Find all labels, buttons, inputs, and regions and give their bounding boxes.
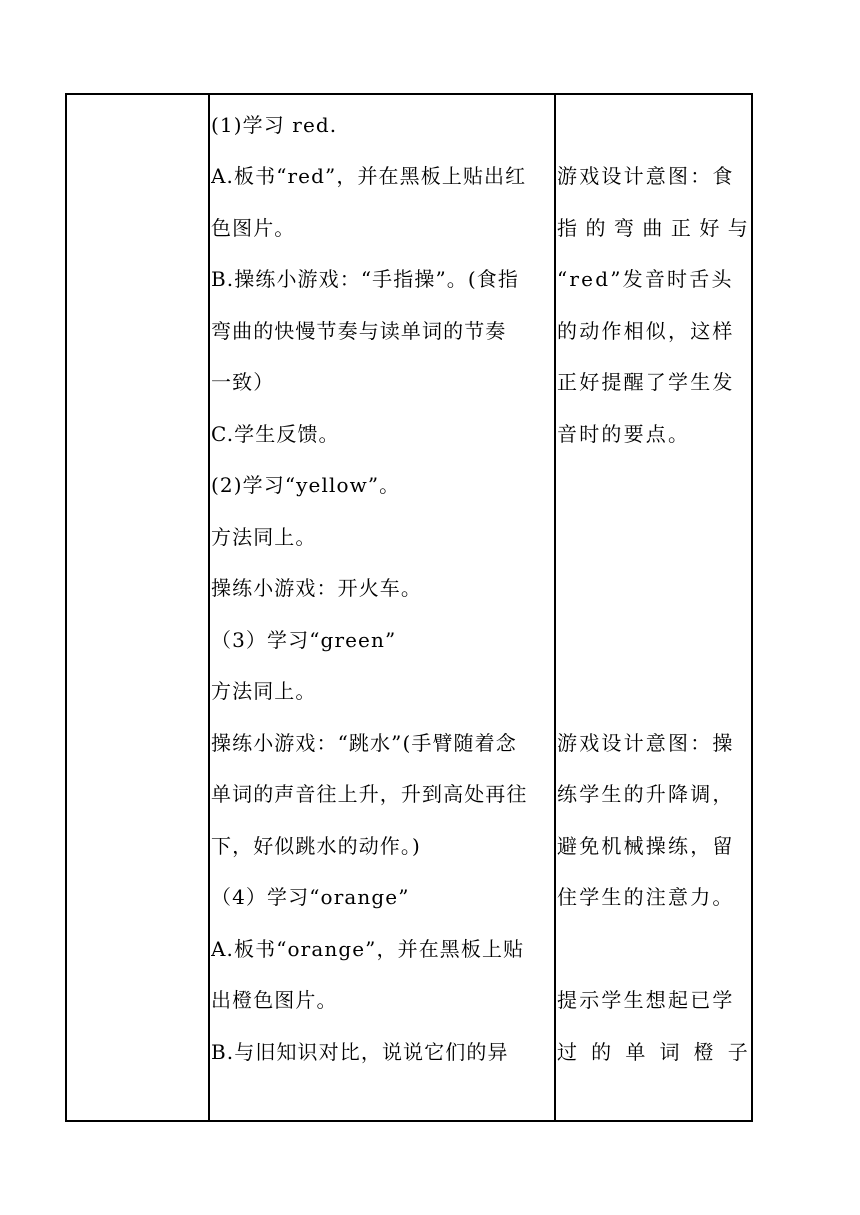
teaching-steps-column — [210, 95, 556, 1120]
intent-line: 音时的要点。 — [557, 422, 691, 446]
lesson-table — [65, 93, 753, 1122]
intent-line: 练学生的升降调， — [557, 782, 735, 806]
step-line: 单词的声音往上升，升到高处再往 — [211, 782, 528, 806]
step-line: 下，好似跳水的动作。) — [211, 834, 421, 858]
empty-left-column — [67, 95, 210, 1120]
step-line: 色图片。 — [211, 216, 296, 240]
step-line: 操练小游戏：开火车。 — [211, 576, 422, 600]
intent-line: 过的单词橙子 — [557, 1040, 750, 1064]
step-line: （3）学习“green” — [211, 628, 397, 652]
design-intent-column — [556, 95, 751, 1120]
step-line: A.板书“orange”，并在黑板上贴 — [211, 937, 525, 961]
intent-line: 提示学生想起已学 — [557, 988, 735, 1012]
intent-line: 住学生的注意力。 — [557, 885, 735, 909]
intent-line: 正好提醒了学生发 — [557, 370, 735, 394]
intent-line: 指的弯曲正好与 — [557, 216, 750, 240]
step-line: C.学生反馈。 — [211, 422, 340, 446]
intent-line: 避免机械操练，留 — [557, 834, 735, 858]
step-line: (1)学习 red. — [211, 113, 338, 137]
step-line: （4）学习“orange” — [211, 885, 410, 909]
step-line: 出橙色图片。 — [211, 988, 338, 1012]
intent-line: 游戏设计意图：操 — [557, 731, 735, 755]
step-line: 一致） — [211, 370, 275, 394]
intent-line: 游戏设计意图：食 — [557, 164, 735, 188]
step-line: A.板书“red”，并在黑板上贴出红 — [211, 164, 527, 188]
step-line: 方法同上。 — [211, 525, 317, 549]
intent-line: “red”发音时舌头 — [557, 267, 734, 291]
intent-line: 的动作相似，这样 — [557, 319, 735, 343]
step-line: B.操练小游戏：“手指操”。(食指 — [211, 267, 520, 291]
step-line: 操练小游戏：“跳水”(手臂随着念 — [211, 731, 517, 755]
step-line: 弯曲的快慢节奏与读单词的节奏 — [211, 319, 507, 343]
step-line: B.与旧知识对比，说说它们的异 — [211, 1040, 509, 1064]
step-line: (2)学习“yellow”。 — [211, 473, 401, 497]
step-line: 方法同上。 — [211, 679, 317, 703]
